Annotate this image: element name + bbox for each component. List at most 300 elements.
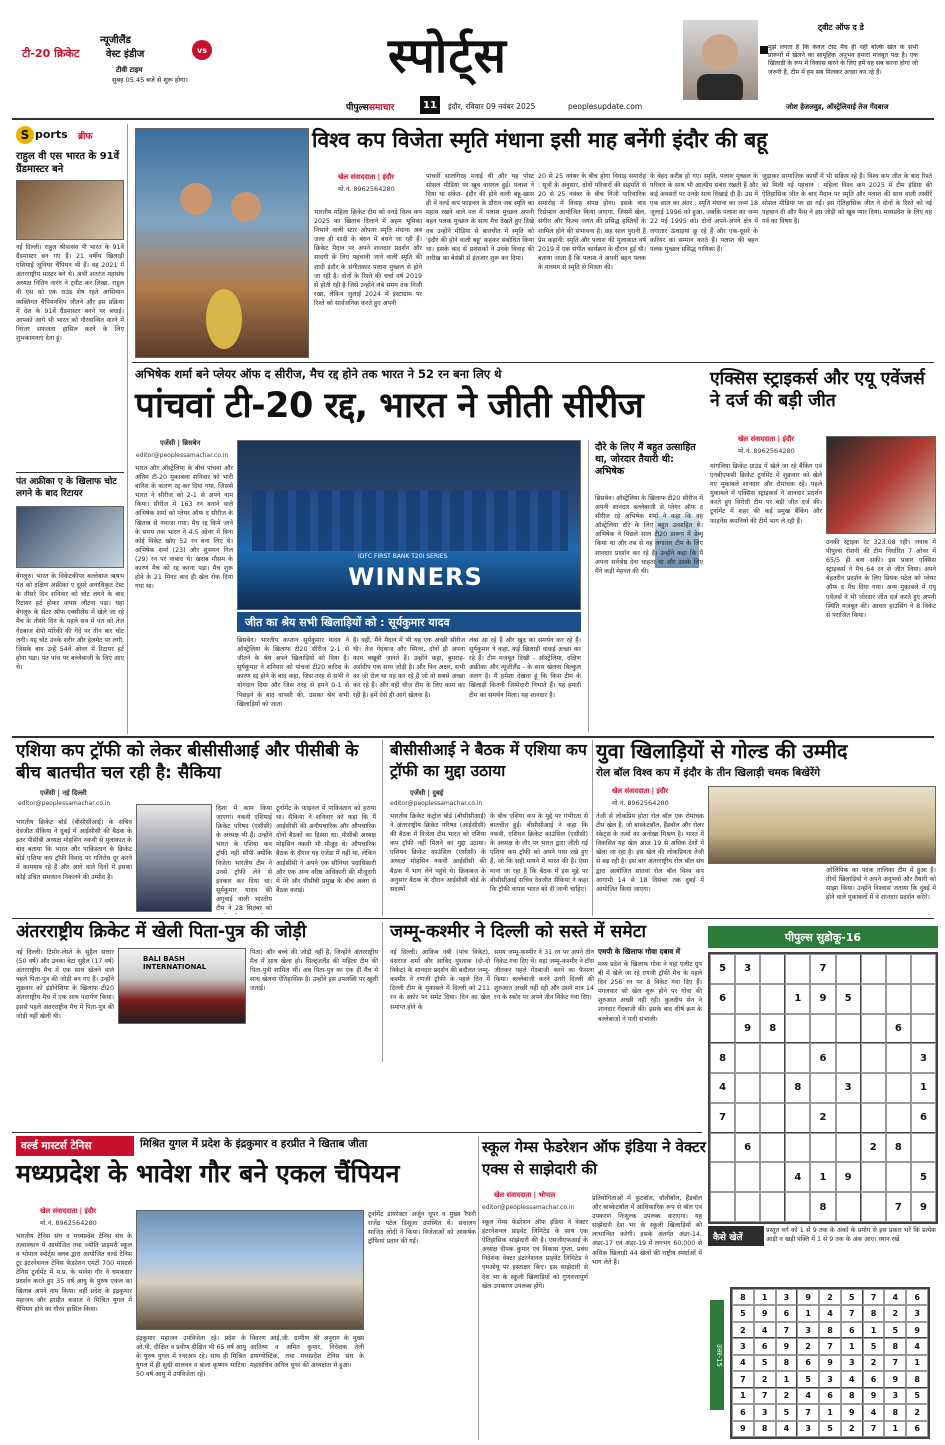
bcci-byline: एजेंसी | दुबई bbox=[410, 789, 444, 797]
answer-cell: 1 bbox=[906, 1355, 928, 1371]
sudoku-cell bbox=[886, 1073, 911, 1103]
sudoku-cell bbox=[735, 1192, 760, 1222]
t20-text-2: ब्रिसबेन। भारतीय कप्तान सूर्यकुमार यादव ने ऑस्ट्रेलिया के खिलाफ टी20 सीरीज 2-1 से जीतने के श्रेय अपने खिलाड़ियों को दिया है। सूर्यकुमार ने शनिवार को पांचवां टी20 बारिश के कारण रद्द होने के बाद कहा, जिस तरह से सभी ने योगदान दिया और जिस तरह से हमने 0-1 से पिछड़ने के बाद वापसी की, उसका श्रेय सभी खिलाड़ियों को जाता bbox=[237, 637, 349, 708]
answer-cell: 2 bbox=[841, 1421, 863, 1437]
sudoku-cell bbox=[861, 1192, 886, 1222]
answer-cell: 4 bbox=[906, 1338, 928, 1354]
smriti-photo bbox=[135, 128, 309, 358]
sudoku-grid bbox=[708, 952, 938, 1224]
tweet-author: जोश हेजलवुड, ऑस्ट्रेलियाई तेज गेंदबाज bbox=[786, 103, 889, 111]
sudoku-cell bbox=[886, 984, 911, 1014]
answer-cell: 7 bbox=[863, 1289, 885, 1305]
brief-rule bbox=[16, 472, 124, 473]
masthead-rule bbox=[12, 118, 934, 120]
asiacup-text-3: टूर्नामेंट के फाइनल में पाकिस्तान को हराया था। सैकिया ने शनिवार को कहा कि मैं आईसीसी की अनौपचारिक और औपचारिक दोनों बैठकों का हिस्सा था। पीसीबी अध्यक्ष मोहसिन नकवी भी मौजूद थे। औपचारिक बैठक के दौरान यह एजेंडा में नहीं था, लेकिन आईसीसी ने अपने एक सीनियर पदाधिकारी और एक अन्य वरिष्ठ अधिकारी की मौजूदगी में मेरे और पीसीबी प्रमुख के बीच अलग से बैठक कराई। bbox=[276, 805, 376, 894]
twitter-icon bbox=[760, 46, 768, 54]
sudoku-cell: 1 bbox=[911, 1073, 936, 1103]
answer-cell: 9 bbox=[797, 1289, 819, 1305]
saikia-photo bbox=[136, 804, 212, 912]
answer-cell: 2 bbox=[819, 1289, 841, 1305]
sudoku-cell: 3 bbox=[836, 1073, 861, 1103]
sudoku-cell bbox=[735, 1043, 760, 1073]
youth-headline: युवा खिलाड़ियों से गोल्ड की उम्मीद bbox=[596, 739, 848, 763]
sudoku-cell bbox=[735, 1162, 760, 1192]
goa-box bbox=[598, 948, 702, 1060]
abhishek-text: ब्रिसबेन। ऑस्ट्रेलिया के खिलाफ टी20 सीरीज में अपनी शानदार बल्लेबाजी से प्लेयर ऑफ द सीरीज रहे अभिषेक शर्मा ने कहा कि वह ऑस्ट्रेलिया दौरे के लिए बहुत उत्साहित थे। अभिषेक ने पिछले साल टी20 प्रारूप में डेब्यू किया था और तब से वह लगातार टीम के लिए शानदार प्रदर्शन कर रहे हैं। उन्होंने कहा कि मैं अपना सर्वश्रेष्ठ देना चाहता था और उसके लिए मैंने कड़ी मेहनत की थी। bbox=[595, 495, 703, 575]
sudoku-cell bbox=[760, 954, 785, 984]
answer-cell: 8 bbox=[906, 1371, 928, 1387]
tweet-label: ट्वीट ऑफ द डे bbox=[818, 23, 864, 32]
youth-byline-name: खेल संवाददाता bbox=[612, 787, 650, 795]
smriti-text-2: पांचवीं सालगिरह मनाई थी और यह पोस्ट सोशल मीडिया पर खूब वायरल हुई। पलाश ने दिया था संकेत- इंदौर की होने वाली बहू-खास ही में वर्ल्ड कप फाइनल के दौरान जब स्मृति का महत्व रखने वाले पल में पलाश मुच्छल अपनी बहन पलक मुच्छल के साथ मैच देखते हुए दिखे तब उन्होंने मीडिया से बातचीत में स्मृति को 'इंदौर की होने वाली बहू' कहकर संबोधित किया था। इसके बाद से प्रशंसकों ने उनके विवाह की तारीख का बेसब्री से इंतजार शुरू कर दिया। bbox=[426, 173, 534, 262]
answer-cell: 7 bbox=[776, 1322, 798, 1338]
fatherson-text-1: नई दिल्ली। टिमोर-लेस्ते के सुहैल सत्तार (50 वर्ष) और उनका बेटा सुहैल (17 वर्ष) अंतरराष्ट्रीय मैच में एक साथ खेलने वाले पहले पिता-पुत्र की जोड़ी बन गए हैं। उन्होंने शुक्रवार को इंडोनेशिया के खिलाफ टी20 अंतरराष्ट्रीय मैच में एक साथ पदार्पण किया। इससे पहले अंतरराष्ट्रीय मैच में पिता-पुत्र की जोड़ी नहीं खेली थी। bbox=[16, 949, 114, 1020]
axis-byline-name: खेल संवाददाता bbox=[738, 435, 776, 443]
youth-byline: खेल संवाददाता | इंदौर bbox=[612, 787, 669, 795]
smriti-byline-city: इंदौर bbox=[382, 173, 395, 181]
smriti-text-1: भारतीय महिला क्रिकेट टीम को वनडे विश्व कप 2025 का खिताब दिलाने में अहम भूमिका निभाने वाली स्टार ओपनर स्मृति मंधाना अब जल्द ही शादी के बंधन में बंधने जा रही हैं। क्रिकेट मैदान पर अपने शानदार प्रदर्शन और सादगी के लिए पहचानी जाने वाली स्मृति की शादी इंदौर के संगीतकार पलाश मुच्छल से होने जा रही है। दोनों के रिश्ते की चर्चा वर्ष 2019 से होती रही है जिसे उन्होंने लंबे समय तक निजी रखा, लेकिन जुलाई 2024 में इंस्टाग्राम पर रिश्ते को सार्वजनिक करते हुए अपनी bbox=[314, 209, 422, 307]
answer-cell: 1 bbox=[797, 1305, 819, 1321]
youth-text-1: तेजी से लोकप्रिय होता रोल बॉल एक रोमांचक टीम खेल है, जो बास्केटबॉल, हैंडबॉल और रोलर स्केट्स के तत्वों का अनोखा मिश्रण है। भारत में विकसित यह खेल आज 19 से अधिक देशों में खेला जा रहा है। इस खेल की लोकप्रियता तेजी से बढ़ रही है। इस बार अंतरराष्ट्रीय रोल बॉल संघ द्वारा आयोजित सातवां रोल बॉल विश्व कप आगामी 14 से 18 दिसंबर तक दुबई में आयोजित किया जाएगा। bbox=[596, 813, 704, 893]
sudoku-cell: 7 bbox=[886, 1192, 911, 1222]
sudoku-cell bbox=[861, 1014, 886, 1044]
t20-label: टी-20 क्रिकेट bbox=[22, 47, 80, 60]
sudoku-cell: 6 bbox=[710, 984, 735, 1014]
answer-cell: 1 bbox=[819, 1404, 841, 1420]
answer-cell: 3 bbox=[841, 1355, 863, 1371]
sudoku-cell: 9 bbox=[810, 984, 835, 1014]
sudoku-cell: 6 bbox=[810, 1043, 835, 1073]
asiacup-city: नई दिल्ली bbox=[62, 789, 87, 797]
answer-cell: 8 bbox=[863, 1305, 885, 1321]
low-rule bbox=[12, 1132, 702, 1133]
bcci-agency: एजेंसी bbox=[410, 789, 426, 797]
sudoku-cell: 8 bbox=[760, 1014, 785, 1044]
sudoku-cell: 3 bbox=[911, 1043, 936, 1073]
team1: न्यूजीलैंड bbox=[100, 35, 131, 46]
sudoku-cell bbox=[861, 1043, 886, 1073]
trophy-icon bbox=[136, 129, 309, 358]
answer-cell: 7 bbox=[863, 1421, 885, 1437]
answer-cell: 3 bbox=[732, 1338, 754, 1354]
abhishek-headline: दौरे के लिए मैं बहुत उत्साहित था, जोरदार तैयारी थी: अभिषेक bbox=[595, 442, 696, 477]
answer-cell: 6 bbox=[754, 1338, 776, 1354]
sudoku-cell bbox=[861, 1162, 886, 1192]
sudoku-cell bbox=[810, 1014, 835, 1044]
sudoku-cell: 9 bbox=[735, 1014, 760, 1044]
sudoku-cell: 1 bbox=[785, 984, 810, 1014]
sudoku-cell bbox=[735, 1073, 760, 1103]
masters-headline: मध्यप्रदेश के भावेश गौर बने एकल चैंपियन bbox=[16, 1159, 400, 1188]
brief-text: नई दिल्ली। राहुल श्रीवत्सव पी भारत के 91वें ग्रैंडमास्टर बन गए हैं। 21 वर्षीय खिलाड़ी एशियाई जूनियर चैंपियन भी हैं। वह 2021 में अंतरराष्ट्रीय मास्टर बने थे। अभी शतरंज महासंघ अध्यक्ष नितिन नारंग ने ट्वीट कर लिखा, राहुल वी एस को एक राउंड शेष रहते आसियान व्यक्तिगत चैंपियनशिप जीतने और इस प्रक्रिया में देश के 91वें ग्रैंडमास्टर बनने पर बधाई। आपको आगे भी भारत को गौरवान्वित करने में निरंतर सफलता हासिल करने के लिए शुभकामनाएं देता हूं। bbox=[16, 244, 124, 342]
sudoku-cell bbox=[785, 1192, 810, 1222]
tv-time: सुबह 05.45 बजे से शुरू होगा। bbox=[112, 76, 188, 84]
paper-name-1: पीपुल्स bbox=[346, 103, 369, 113]
answer-cell: 9 bbox=[754, 1305, 776, 1321]
sudoku-cell bbox=[760, 1192, 785, 1222]
players-band bbox=[252, 491, 568, 551]
sudoku-cell bbox=[911, 1014, 936, 1044]
asiacup-byline: एजेंसी | नई दिल्ली bbox=[40, 789, 87, 797]
answer-cell: 3 bbox=[776, 1289, 798, 1305]
answer-cell: 6 bbox=[797, 1355, 819, 1371]
sudoku-cell bbox=[861, 1103, 886, 1133]
paper-name bbox=[346, 100, 394, 113]
abhishek-box bbox=[588, 440, 704, 732]
t20-kicker: अभिषेक शर्मा बने प्लेयर ऑफ द सीरीज, मैच रद्द होने तक भारत ने 52 रन बना लिए थे bbox=[135, 367, 502, 381]
answer-cell: 9 bbox=[732, 1421, 754, 1437]
sudoku-cell bbox=[911, 984, 936, 1014]
answer-cell: 1 bbox=[754, 1289, 776, 1305]
winners-banner: WINNERS bbox=[348, 563, 483, 591]
sudoku-cell bbox=[886, 1103, 911, 1133]
answer-cell: 6 bbox=[906, 1289, 928, 1305]
answer-cell: 3 bbox=[797, 1421, 819, 1437]
answer-cell: 6 bbox=[841, 1322, 863, 1338]
bcci-text-1: भारतीय क्रिकेट कंट्रोल बोर्ड (बीसीसीआई) ने अंतरराष्ट्रीय क्रिकेट परिषद (आईसीसी) की बैठक में विजेता टीम भारत को एशिया कप ट्रॉफी नहीं मिलने का मुद्दा उठाया। एशियन क्रिकेट काउंसिल (एसीसी) के अध्यक्ष मोहसिन नकवी आईसीसी की बैठक में भाग लेने पहुंचे थे। क्रिकबज के अनुसार बैठक के दौरान आईसीसी बोर्ड के सदस्यों bbox=[390, 813, 486, 893]
t20-caption: जीत का श्रेय सभी खिलाड़ियों को : सूर्यकुमार यादव bbox=[237, 612, 581, 632]
sudoku-cell: 8 bbox=[810, 1192, 835, 1222]
paper-name-2: समाचार bbox=[368, 103, 395, 113]
answer-cell: 7 bbox=[732, 1371, 754, 1387]
sudoku-cell bbox=[810, 1133, 835, 1163]
answer-cell: 1 bbox=[732, 1388, 754, 1404]
jk-col-rule bbox=[382, 922, 383, 1062]
brief-tag: ports bbox=[35, 128, 68, 141]
youth-text-2: ओलिंपिक का पदक तालिका टीम में हुआ है। तीनों खिलाड़ियों ने अपने अनुभवों और तैयारी को साझा किया। उन्होंने विश्वास जताया कि दुबई में होने वाले मुकाबलों में वे शानदार प्रदर्शन करेंगे। bbox=[826, 867, 936, 902]
answer-cell: 3 bbox=[884, 1388, 906, 1404]
how-to-play: कैसे खेलें bbox=[708, 1226, 764, 1246]
sudoku-cell: 5 bbox=[911, 1162, 936, 1192]
t20-text-1: भारत और ऑस्ट्रेलिया के बीच पांचवां और अंतिम टी-20 मुकाबला शनिवार को भारी बारिश के कारण रद्द कर दिया गया, जिससे भारत ने सीरीज को 2-1 से अपने नाम किया। सीरीज में 163 रन बनाने वाले अभिषेक शर्मा को प्लेयर ऑफ द सीरीज के खिताब से नवाजा गया। मैच रद्द किये जाने के समय तक भारत ने 4.5 ओवर में बिना कोई विकेट खोए 52 रन बना लिए थे। अभिषेक शर्मा (23) और शुभमन गिल (29) रन पर नाबाद थे। खराब मौसम के कारण मैच को रद्द करना पड़ा। मैच शुरू होने के 21 मिनट बाद ही खेल रोक दिया गया था। bbox=[135, 465, 233, 591]
s-logo: S bbox=[16, 126, 34, 144]
answer-cell: 4 bbox=[797, 1388, 819, 1404]
section-title: स्पोर्ट्स bbox=[388, 28, 508, 84]
answer-cell: 7 bbox=[797, 1404, 819, 1420]
axis-byline: खेल संवाददाता | इंदौर bbox=[738, 435, 795, 443]
sudoku-cell bbox=[886, 1162, 911, 1192]
axis-text-1: मांगलिया क्रिकेट ग्राउंड में खेले जा रहे बैंकिंग एवं एनबीएफसी क्रिकेट टूर्नामेंट में शुक्रवार को खेले गए मुकाबले शानदार और रोमांचक रहे। पहले मुकाबले में एक्सिस स्ट्राइकर्स ने शानदार प्रदर्शन करते हुए विरोधी टीम पर बड़ी जीत दर्ज की। टूर्नामेंट में शहर की कई प्रमुख बैंकिंग और फाइनेंस कंपनियों की टीमें भाग ले रही हैं। bbox=[710, 463, 822, 525]
answer-cell: 6 bbox=[776, 1305, 798, 1321]
team2: वेस्ट इंडीज bbox=[106, 49, 145, 60]
tweet-text: मुझे लगता है कि केवल टेस्ट मैच ही नहीं बल्कि खेल के सभी प्रारूपों में खेलने का सामूहिक अनुभव हमारा मजबूत पक्ष है। एक खिलाड़ी के रूप में विकास करने के लिए हमें वह सब करना होगा जो जरूरी है, टीम में हम सब मिलकर अच्छा कर रहे हैं। bbox=[768, 44, 918, 76]
school-text-1: स्कूल गेम्स फेडरेशन ऑफ इंडिया ने वेक्टर इंटरनेशनल प्राइवेट लिमिटेड के साथ एक ऐतिहासिक साझेदारी की है। एसजीएफआई के अध्यक्ष दीपक कुमार एवं विकास गुप्ता, प्रबंध निदेशक वेक्टर इंटरनेशनल प्राइवेट लिमिटेड ने एमओयू पर हस्ताक्षर किए। इस साझेदारी से देश भर के स्कूली खिलाड़ियों को गुणवत्तापूर्ण खेल उपकरण उपलब्ध होंगे। bbox=[482, 1219, 588, 1290]
answer-cell: 4 bbox=[754, 1322, 776, 1338]
answer-cell: 8 bbox=[884, 1338, 906, 1354]
chess-photo bbox=[16, 180, 124, 240]
answer-cell: 2 bbox=[906, 1404, 928, 1420]
dateline: इंदौर, रविवार 09 नवंबर 2025 bbox=[448, 102, 536, 111]
sudoku-cell bbox=[710, 1192, 735, 1222]
youth-subhead: रोल बॉल विश्व कप में इंदौर के तीन खिलाड़ी चमक बिखेरेंगे bbox=[596, 767, 821, 779]
answer-cell: 3 bbox=[797, 1322, 819, 1338]
smriti-byline-name: खेल संवाददाता bbox=[338, 173, 376, 181]
answer-cell: 5 bbox=[754, 1355, 776, 1371]
answer-cell: 4 bbox=[863, 1404, 885, 1420]
answer-cell: 8 bbox=[732, 1289, 754, 1305]
youth-byline-city: इंदौर bbox=[656, 787, 669, 795]
t20-city: ब्रिसबेन bbox=[182, 439, 201, 447]
t20-agency: एजेंसी bbox=[160, 439, 176, 447]
sudoku-cell bbox=[785, 954, 810, 984]
answer-cell: 9 bbox=[884, 1371, 906, 1387]
sudoku-cell bbox=[836, 1014, 861, 1044]
answer-cell: 1 bbox=[863, 1322, 885, 1338]
asiacup-text-1: भारतीय क्रिकेट बोर्ड (बीसीसीआई) के सचिव देवजीत सैकिया ने दुबई में आईसीसी की बैठक के इतर पीसीबी अध्यक्ष मोहसिन नकवी से मुलाकात के बाद बताया कि भारत और पाकिस्तान के क्रिकेट बोर्ड एशिया कप ट्रॉफी विवाद पर गतिरोध दूर करने में कामयाब रहे हैं और आगे वाले दिनों में इसका कोई उचित समाधान निकलने की उम्मीद है। bbox=[16, 819, 132, 881]
sudoku-cell bbox=[735, 1103, 760, 1133]
sudoku-cell bbox=[911, 1133, 936, 1163]
asiacup-email: editor@peoplessamachar.co.in bbox=[18, 800, 111, 807]
portrait-icon bbox=[683, 20, 758, 100]
school-text-2: प्रतियोगिताओं में फुटबॉल, वॉलीबॉल, हैंडबॉल और बास्केटबॉल में आधिकारिक रूप से बॉल एवं उपकरण निःशुल्क उपलब्ध कराएगा। यह साझेदारी देश भर के स्कूली खिलाड़ियों को लाभान्वित करेगी। इसके अंतर्गत अंडर-14, अंडर-17 एवं अंडर-19 में लगभग 60,000 से अधिक खिलाड़ी 44 खेलों की राष्ट्रीय स्पर्धाओं में भाग लेते हैं। bbox=[592, 1195, 702, 1266]
answer-cell: 6 bbox=[732, 1404, 754, 1420]
masters-text-4: टूर्नामेंट डायरेक्टर अर्जुन धूपर व मुख्य रैफरी राजेंद्र पटेल डिसूजा उपस्थित थे। संचालन साजिद लोदी ने किया। विजेताओं को आकर्षक ट्रॉफियां प्रदान की गईं। bbox=[368, 1211, 476, 1246]
sudoku-cell bbox=[861, 954, 886, 984]
sudoku-cell bbox=[836, 954, 861, 984]
answer-cell: 9 bbox=[819, 1355, 841, 1371]
axis-headline: एक्सिस स्ट्राइकर्स और एयू एवेंजर्स ने दर्ज की बड़ी जीत bbox=[710, 369, 925, 411]
masthead bbox=[0, 0, 945, 118]
answer-cell: 6 bbox=[819, 1388, 841, 1404]
school-byline-name: खेल संवाददाता bbox=[494, 1191, 532, 1199]
sudoku-cell: 6 bbox=[886, 1014, 911, 1044]
answer-cell: 5 bbox=[906, 1388, 928, 1404]
answer-cell: 3 bbox=[819, 1371, 841, 1387]
bcci-headline: बीसीसीआई ने बैठक में एशिया कप ट्रॉफी का मुद्दा उठाया bbox=[390, 741, 587, 780]
sudoku-cell: 6 bbox=[911, 1103, 936, 1133]
mid-rule bbox=[12, 736, 934, 738]
sudoku-cell bbox=[836, 1103, 861, 1133]
smriti-text-4: के बेहद करीब हो गए। स्मृति, पलाश मुच्छल के परिवार के साथ भी आत्मीय संबंध रखती हैं और कई अवसरों पर उनके साथ दिखाई दी हैं। उम्र में एक साल का अंतर : स्मृति मंधाना का जन्म 18 जुलाई 1996 को हुआ, जबकि पलाश का जन्म 22 मई 1995 को। दोनों अपने-अपने क्षेत्र में लगातार ऊंचाइयां छू रहे हैं और एक-दूसरे के करियर का सम्मान करते हैं। पलाश की बहन पलक मुच्छल प्रसिद्ध गायिका हैं। bbox=[650, 173, 758, 253]
sudoku-cell bbox=[760, 1043, 785, 1073]
sudoku-cell: 2 bbox=[810, 1103, 835, 1133]
t20-text-4: लंबा आ रहे हैं और खुद का समर्थन कर रहे हैं। सूर्यकुमार ने कहा, कई खिलाड़ी वाकई अच्छा कर रहे हैं। टीम मजबूत दिखी - ऑस्ट्रेलिया, दक्षिण अफ्रीका और न्यूजीलैंड - के साथ खेलना बिल्कुल अलग है। मैं हमेशा देखता हूं कि किस टीम के खिलाड़ी कितनी जिम्मेदारी निभाते हैं। यह हमारी टीम का समर्थन मिला। यह शानदार है। bbox=[469, 637, 581, 699]
answer-cell: 7 bbox=[841, 1305, 863, 1321]
sudoku-cell: 7 bbox=[710, 1103, 735, 1133]
answer-cell: 5 bbox=[841, 1289, 863, 1305]
answer-cell: 7 bbox=[819, 1338, 841, 1354]
answer-cell: 1 bbox=[776, 1371, 798, 1387]
answer-cell: 1 bbox=[841, 1338, 863, 1354]
left-col-rule bbox=[127, 124, 128, 734]
sudoku-cell bbox=[810, 1073, 835, 1103]
axis-byline-city: इंदौर bbox=[782, 435, 795, 443]
sudoku-cell bbox=[760, 984, 785, 1014]
masters-tag: वर्ल्ड मास्टर्स टेनिस bbox=[16, 1136, 134, 1156]
smriti-text-3: 20 से 25 नवंबर के बीच होगा विवाह समारोह : सूत्रों के अनुसार, दोनों परिवारों की सहमति से 20 से 25 नवंबर के बीच निजी पारिवारिक समारोह में विवाह संपन्न होगा। इसके बाद रिसेप्शन आयोजित किया जाएगा, जिसमें खेल, संगीत और फिल्म जगत की प्रसिद्ध हस्तियों के शामिल होने की संभावना है। छह साल पुरानी है प्रेम कहानी: स्मृति और पलाश की मुलाकात वर्ष 2019 में एक संगीत कार्यक्रम के दौरान हुई थी। बताया जाता है कि पलाश ने अपनी बहन पलक के माध्यम से स्मृति से मित्रता की। bbox=[538, 173, 646, 271]
jk-text-2: समय जम्मू-कश्मीर ने 31 रन पर अपने तीन विकेट गंवा दिए थे। यहां जम्मू-कश्मीर ने टॉस जीतकर पहले गेंदबाजी करने का फैसला किया। बल्लेबाजी करने उतरी दिल्ली की शुरुआत अच्छी नहीं रही और उसने मात्र 14 रन के स्कोर पर अपने तीन विकेट गंवा दिए। bbox=[494, 949, 594, 1002]
answer-cell: 5 bbox=[819, 1421, 841, 1437]
sudoku-cell: 1 bbox=[810, 1162, 835, 1192]
answer-cell: 4 bbox=[841, 1371, 863, 1387]
sudoku-cell: 8 bbox=[886, 1133, 911, 1163]
answer-cell: 8 bbox=[884, 1404, 906, 1420]
bcci-email: editor@peoplessamachar.co.in bbox=[390, 800, 483, 807]
fatherson-text-2: पिता) और बच्चे की जोड़ी नहीं है, जिन्होंने अंतरराष्ट्रीय मैच में साथ खेला हो। सिल्ट्ज़लैंड की महिला टीम की पिता-पुत्री शामिल थीं। अब पिता-पुत्र का एक ही मैच में साथ खेलना ऐतिहासिक है। उन्होंने इस उपलब्धि पर खुशी जताई। bbox=[250, 949, 378, 993]
answer-cell: 5 bbox=[884, 1322, 906, 1338]
sudoku-cell bbox=[911, 954, 936, 984]
sudoku-cell bbox=[710, 1014, 735, 1044]
sudoku-cell bbox=[760, 1133, 785, 1163]
axis-mobile: मो.नं. 8962564280 bbox=[738, 447, 795, 455]
masters-text-1: भारतीय टेनिस संघ व मध्यप्रदेश टेनिस संघ के तत्वावधान में आयोजित तथा ज्योति प्राइमरी स्कूल व भोपाल स्पोर्ट्स क्लब द्वारा आयोजित वर्ल्ड टेनिस टूर इंटरनेशनल टेनिस फेडरेशन एमटी 700 मास्टर्स टेनिस टूर्नामेंट में म.प्र. के भावेश गौर ने चमकदार प्रदर्शन करते हुए 35 वर्ष आयु के पुरुष एकल का खिताब अपने नाम किया। वहीं प्रदेश के इंद्रकुमार महाजन और हरप्रीत बजाज ने मिश्रित युगल में चैंपियन होने का गौरव हासिल किया। bbox=[16, 1233, 132, 1313]
answer-grid bbox=[730, 1287, 930, 1439]
bcci-col-rule bbox=[382, 740, 383, 916]
masters-byline-name: खेल संवाददाता bbox=[40, 1207, 78, 1215]
answer-cell: 4 bbox=[776, 1421, 798, 1437]
answer-cell: 2 bbox=[863, 1355, 885, 1371]
sudoku-cell bbox=[836, 1043, 861, 1073]
t20-text-3: है। वहीं, मैंने मैदान में भी यह एक अच्छी सीरीज थी। तेज गेंदबाज और स्पिनर, दोनों ही अपना काम बखूबी जानते हैं। उन्होंने कहा, बुमराह-अर्शदीप एक साथ जोड़ी है। और फिर अक्षर, सभी का जो रोल था वह कर रहे हैं जो वो सबसे अच्छा कर रहे हैं। और यही चीज़ टीम के लिए काम कर रही है। हमें ऐसे ही आगे खेलना है। bbox=[353, 637, 465, 699]
answer-cell: 5 bbox=[732, 1305, 754, 1321]
sudoku-cell bbox=[760, 1103, 785, 1133]
sudoku-cell bbox=[760, 1073, 785, 1103]
sudoku-cell bbox=[735, 984, 760, 1014]
jk-text-1: नई दिल्ली। आकिब नबी (पांच विकेट), वंशराज शर्मा और आबिद मुश्ताक (दो-दो विकेट) के शानदार प्रदर्शन की बदौलत जम्मू-कश्मीर ने रणजी ट्रॉफी के पहले दिन में दिल्ली टीम के मुकाबले में दिल्ली को 211 रन के स्कोर पर समेट दिया। दिन का खेल समाप्त होने के bbox=[390, 949, 490, 1011]
axis-text-2: उनकी स्ट्राइक रेट 323.08 रही। जवाब में पीपुल्स रोशनी की टीम निर्धारित 7 ओवर में 65/5 ही बना सकी। इस प्रकार एक्सिस स्ट्राइकर्स ने मैच 64 रन से जीत लिया। अपने बेहतरीन प्रदर्शन के लिए प्रियंक पटेल को प्लेयर ऑफ द मैच दिया गया। अन्य मुकाबले में एयू एवेंजर्स ने भी जोरदार जीत दर्ज करते हुए अपनी स्थिति मजबूत की। आधार हाउसिंग ने 8 विकेट से पराजित किया। bbox=[826, 539, 936, 619]
mid-rule-2 bbox=[12, 918, 934, 919]
answer-cell: 6 bbox=[863, 1371, 885, 1387]
sudoku-cell: 2 bbox=[861, 1133, 886, 1163]
pant-headline: पंत अफ्रीका ए के खिलाफ चोट लगने के बाद रिटायर bbox=[16, 477, 117, 499]
masters-text-2: इंद्रकुमार महाजन उपविजेता रहे। प्रदेश के ओ.पी. दीक्षित व प्रवीण दीक्षित भी 65 वर्ष आयु के पुरुष युगल में रनरअप रहे। साथ ही मिश्रित युगल में ही सुधी सालवन व बाला कृष्णन भाटिया 50 वर्ष आयु में उपविजेता रहे। bbox=[136, 1335, 246, 1379]
sudoku-cell: 3 bbox=[735, 954, 760, 984]
brief-headline: राहुल वी एस भारत के 91वें ग्रैंडमास्टर बने bbox=[16, 151, 120, 175]
sponsor-strip: IDFC FIRST BANK T20I SERIES bbox=[358, 553, 448, 560]
answer-cell: 2 bbox=[797, 1338, 819, 1354]
page-number: 11 bbox=[420, 96, 440, 114]
answer-cell: 4 bbox=[819, 1305, 841, 1321]
school-col-rule bbox=[478, 1136, 479, 1440]
answer-cell: 1 bbox=[884, 1421, 906, 1437]
sudoku-cell: 7 bbox=[810, 954, 835, 984]
fatherson-headline: अंतरराष्ट्रीय क्रिकेट में खेली पिता-पुत्र की जोड़ी bbox=[16, 922, 307, 942]
smriti-text-5: जुड़ाकर सामाजिक कार्यों में भी सक्रिय रहे हैं। विश्व कप जीत के बाद रिश्ते को मिली नई पहचान : महिला विश्व कप 2025 में टीम इंडिया की ऐतिहासिक जीत के बाद मैदान पर स्मृति और पलाश की साथ वाली तस्वीरें सोशल मीडिया पर छा गईं। इस ऐतिहासिक जीत ने दोनों के रिश्ते को नई पहचान दी और फैंस ने इस जोड़ी को खूब प्यार दिया। मध्यप्रदेश के लिए यह गर्व का विषय है। bbox=[762, 173, 932, 226]
school-byline: खेल संवाददाता | भोपाल bbox=[494, 1191, 556, 1199]
youth-col-rule bbox=[592, 740, 593, 916]
goa-headline: एमपी के खिलाफ गोवा दबाव में bbox=[598, 947, 681, 956]
site-url: peoplesupdate.com bbox=[568, 102, 643, 111]
smriti-mobile: मो.नं. 8962564280 bbox=[338, 185, 395, 193]
masters-byline-city: इंदौर bbox=[84, 1207, 97, 1215]
axis-photo bbox=[826, 436, 936, 534]
sudoku-cell: 9 bbox=[836, 1162, 861, 1192]
t20-byline: एजेंसी | ब्रिसबेन bbox=[160, 439, 201, 447]
sudoku-cell bbox=[785, 1133, 810, 1163]
answer-cell: 8 bbox=[754, 1421, 776, 1437]
answer-cell: 5 bbox=[863, 1338, 885, 1354]
bali-photo bbox=[118, 948, 246, 1024]
smriti-rule bbox=[132, 362, 934, 363]
answer-cell: 9 bbox=[863, 1388, 885, 1404]
goa-text: मध्य प्रदेश के खिलाफ गोवा ने यहां एलीट ग्रुप बी में खेले जा रहे रणजी ट्रॉफी मैच के पहले दिन 256 रन पर 8 विकेट गंवा दिए हैं। मंगलवार को खेल शुरू होने पर गोवा की शुरुआत अच्छी नहीं रही। कुलदीप सेन ने शानदार गेंदबाजी की। इसके बाद शीर्ष क्रम के बल्लेबाजों ने पारी संभाली। bbox=[598, 961, 702, 1023]
masters-kicker: मिश्रित युगल में प्रदेश के इंद्रकुमार व हरप्रीत ने खिताब जीता bbox=[140, 1138, 368, 1150]
sudoku-cell bbox=[861, 1073, 886, 1103]
bcci-text-2: के बीच एशिया कप के मुद्दे पर गंभीरता से बातचीत हुई। बीसीसीआई ने कहा कि नकवी, एशियन क्रिकेट काउंसिल (एसीसी) के अध्यक्ष के तौर पर भारत द्वारा जीती गई एशिया कप ट्रॉफी को अपने पास रखे हुए हैं, जो कि सही मायने में भारत की है। ऐसा माना जा रहा है कि बैठक में इस मुद्दे पर बीसीसीआई सचिव देवजीत सैकिया ने कहा कि ट्रॉफी वापस भारत को दी जानी चाहिए। bbox=[490, 813, 588, 893]
winners-photo bbox=[237, 440, 581, 610]
bcci-city: दुबई bbox=[432, 789, 444, 797]
sudoku-cell bbox=[836, 1192, 861, 1222]
answer-cell: 8 bbox=[819, 1322, 841, 1338]
sudoku-cell: 4 bbox=[785, 1162, 810, 1192]
answer-cell: 3 bbox=[906, 1305, 928, 1321]
vs-badge: vs bbox=[192, 40, 212, 60]
school-headline: स्कूल गेम्स फेडरेशन ऑफ इंडिया ने वेक्टर एक्स से साझेदारी की bbox=[482, 1138, 706, 1178]
answer-cell: 2 bbox=[754, 1371, 776, 1387]
jk-headline: जम्मू-कश्मीर ने दिल्ली को सस्ते में समेटा bbox=[390, 922, 647, 942]
brief-tag2: ब्रीफ bbox=[78, 132, 93, 142]
smriti-headline: विश्व कप विजेता स्मृति मंधाना इसी माह बनेंगी इंदौर की बहू bbox=[312, 128, 768, 152]
sudoku-cell bbox=[785, 1103, 810, 1133]
sudoku-rules: प्रस्तुत वर्ग को 1 से 9 तक के अंकों के प्रयोग से इस प्रकार भरें कि प्रत्येक आड़ी व खड़ी पंक्ति में 1 से 9 तक के अंक आए। ध्यान रखें bbox=[766, 1227, 936, 1244]
answer-cell: 9 bbox=[841, 1404, 863, 1420]
sudoku-cell: 9 bbox=[911, 1192, 936, 1222]
asiacup-text-2: दिशा में काम किया जाएगा। नकवी एशियाई क्रिकेट परिषद (एसीसी) के अध्यक्ष भी हैं। उन्होंने भारत के एशिया कप ट्रॉफी नहीं सौंपी क्योंकि विजेता भारतीय टीम ने उनसे ट्रॉफी लेने से इनकार कर दिया था। सूर्यकुमार यादव की अगुवाई वाली भारतीय टीम ने 28 सितंबर को bbox=[216, 805, 272, 913]
sudoku-cell bbox=[710, 1162, 735, 1192]
answer-cell: 8 bbox=[776, 1355, 798, 1371]
sudoku-cell bbox=[785, 1043, 810, 1073]
asiacup-agency: एजेंसी bbox=[40, 789, 56, 797]
brief-header bbox=[16, 126, 124, 148]
sudoku-cell bbox=[886, 954, 911, 984]
answer-cell: 5 bbox=[776, 1404, 798, 1420]
answer-cell: 5 bbox=[797, 1371, 819, 1387]
youth-photo bbox=[708, 786, 936, 864]
sudoku-cell bbox=[886, 1043, 911, 1073]
tv-time-label: टीवी टाइम bbox=[116, 66, 143, 74]
answer-cell: 3 bbox=[754, 1404, 776, 1420]
answer-cell: 4 bbox=[732, 1355, 754, 1371]
sudoku-cell bbox=[760, 1162, 785, 1192]
sudoku-cell bbox=[836, 1133, 861, 1163]
masters-byline: खेल संवाददाता | इंदौर bbox=[40, 1207, 97, 1215]
sudoku-cell: 8 bbox=[785, 1073, 810, 1103]
answer-cell: 7 bbox=[884, 1355, 906, 1371]
sudoku-cell: 6 bbox=[735, 1133, 760, 1163]
t20-email: editor@peoplessamachar.co.in bbox=[136, 452, 229, 459]
answer-cell: 7 bbox=[754, 1388, 776, 1404]
masters-mobile: मो.नं. 8962564280 bbox=[40, 1219, 97, 1227]
t20-box bbox=[22, 26, 222, 106]
pant-photo bbox=[16, 506, 124, 568]
hazlewood-photo bbox=[683, 20, 758, 100]
answer-cell: 2 bbox=[732, 1322, 754, 1338]
tennis-photo bbox=[136, 1210, 364, 1330]
smriti-byline: खेल संवाददाता | इंदौर bbox=[338, 173, 395, 181]
sudoku-title: पीपुल्स सुडोकू-16 bbox=[708, 926, 938, 948]
youth-mobile: मो.नं. 8962564280 bbox=[612, 799, 669, 807]
answer-cell: 9 bbox=[906, 1322, 928, 1338]
asiacup-headline: एशिया कप ट्रॉफी को लेकर बीसीसीआई और पीसीबी के बीच बातचीत चल रही है: सैकिया bbox=[16, 741, 359, 783]
bali-banner: BALI BASH INTERNATIONAL bbox=[143, 955, 207, 971]
answer-cell: 2 bbox=[884, 1305, 906, 1321]
sudoku-cell bbox=[861, 984, 886, 1014]
masters-text-3: विवरण आई.जी. ग्रामीण श्री अनुराग के मुख्य आतिथ्य व अमित कुमार, निदेशक तेली डायग्नोस्टिक, तथा मध्यप्रदेश टेनिस संघ के महासचिव अनिल धूपर की अध्यक्षता में हुआ। bbox=[250, 1335, 364, 1370]
answer-label: उत्तर-15 bbox=[710, 1300, 724, 1410]
answer-cell: 4 bbox=[884, 1289, 906, 1305]
sudoku-cell: 4 bbox=[710, 1073, 735, 1103]
sudoku-cell bbox=[710, 1133, 735, 1163]
answer-cell: 8 bbox=[841, 1388, 863, 1404]
school-byline-city: भोपाल bbox=[538, 1191, 556, 1199]
pant-text: बेंगलुरु। भारत के विकेटकीपर बल्लेबाज ऋषभ पंत को दक्षिण अफ्रीका ए दूसरे अनाधिकृत टेस्ट के तीसरे दिन शनिवार को चोट लगने के बाद रिटायर हर्ट होकर वापस लौटना पड़ा। यहां बेंगलुरु के सेंटर ऑफ एक्सीलेंस में खेले जा रहे मैच के तीसरे दिन के पहले सत्र में पंत को तेज गेंदबाज शेपो मोरेकी की गेंदें पर तीन बार चोट लगी। यह चोट उनके शरीर और हेलमेट पर लगी, जिसके बाद उन्हें 54वें ओवर में रिटायर हर्ट होना पड़ा। पंत पांच पर बल्लेबाजी के लिए आए थे। bbox=[16, 573, 124, 671]
sudoku-cell: 5 bbox=[710, 954, 735, 984]
sudoku-cell: 5 bbox=[836, 984, 861, 1014]
answer-cell: 9 bbox=[776, 1338, 798, 1354]
t20-headline: पांचवां टी-20 रद्द, भारत ने जीती सीरीज bbox=[135, 386, 644, 426]
answer-cell: 2 bbox=[776, 1388, 798, 1404]
school-email: editor@peoplessamachar.co.in bbox=[482, 1204, 575, 1211]
